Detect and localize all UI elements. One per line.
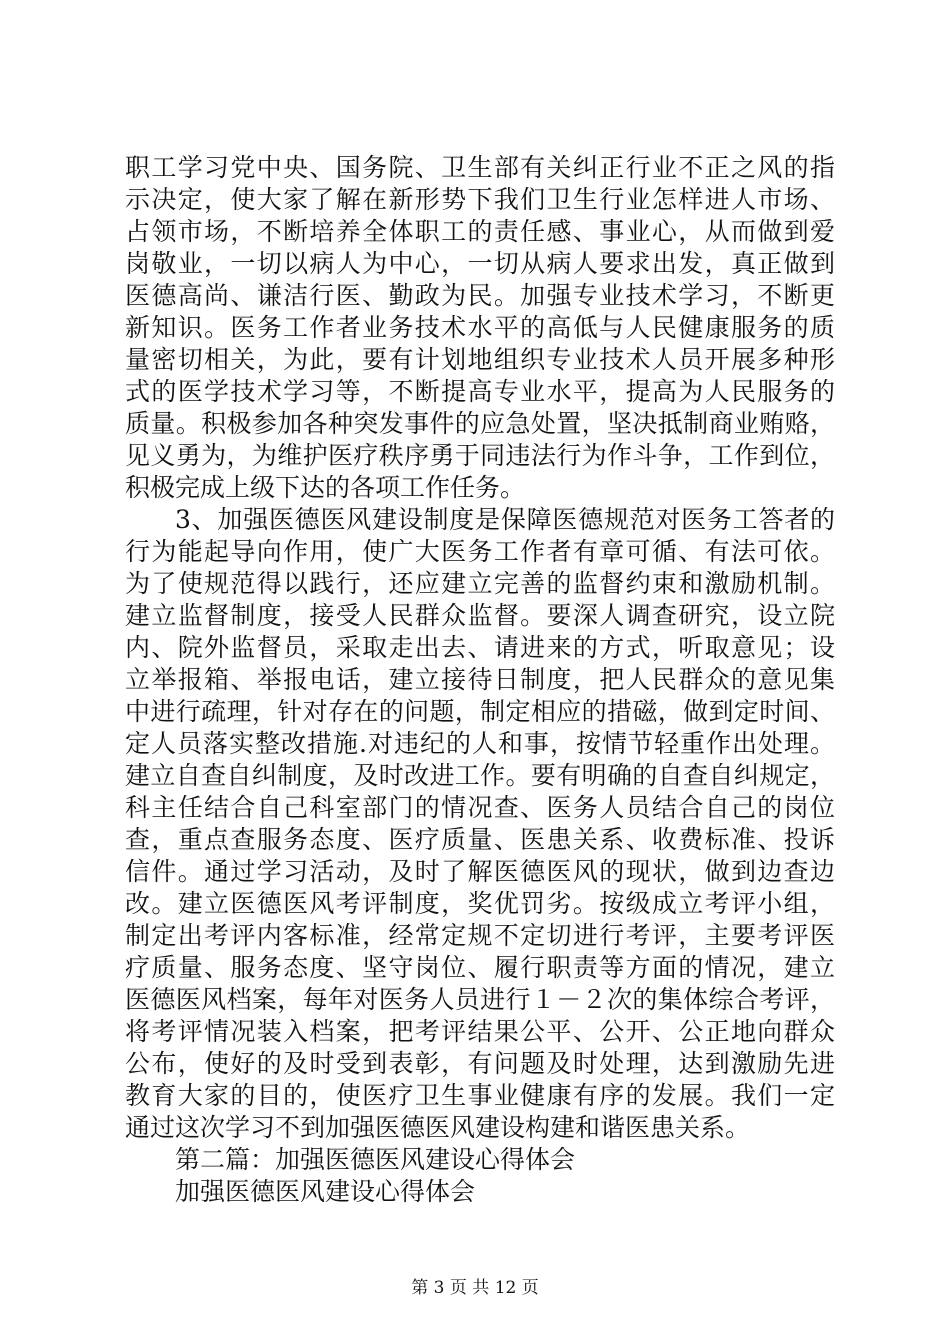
paragraph-1	[125, 152, 835, 504]
text-line: 将考评情况装入档案，把考评结果公平、公开、公正地向群众	[125, 1017, 835, 1046]
text-line: 科主任结合自己科室部门的情况查、医务人员结合自己的岗位	[125, 793, 835, 822]
text-line: 教育大家的目的，使医疗卫生事业健康有序的发展。我们一定	[125, 1081, 835, 1110]
text-line: 岗敬业，一切以病人为中心，一切从病人要求出发，真正做到	[125, 249, 835, 278]
text-line: 公布，使好的及时受到表彰，有问题及时处理，达到激励先进	[125, 1049, 835, 1078]
text-line: 量密切相关，为此，要有计划地组织专业技术人员开展多种形	[125, 345, 835, 374]
text-line: 改。建立医德医风考评制度，奖优罚劣。按级成立考评小组，	[125, 889, 835, 918]
text-line: 见义勇为，为维护医疗秩序勇于同违法行为作斗争，工作到位，	[125, 441, 835, 470]
text-line: 为了使规范得以践行，还应建立完善的监督约束和激励机制。	[125, 569, 835, 598]
text-line: 职工学习党中央、国务院、卫生部有关纠正行业不正之风的指	[125, 153, 835, 182]
text-line: 积极完成上级下达的各项工作任务。	[125, 473, 526, 502]
page-number-footer: 第 3 页 共 12 页	[411, 1278, 539, 1298]
text-line: 建立自查自纠制度，及时改进工作。要有明确的自查自纠规定，	[125, 761, 835, 790]
text-line: 质量。积极参加各种突发事件的应急处置，坚决抵制商业贿赂，	[125, 409, 835, 438]
text-line: 行为能起导向作用，使广大医务工作者有章可循、有法可依。	[125, 537, 835, 566]
text-line: 新知识。医务工作者业务技术水平的高低与人民健康服务的质	[125, 313, 835, 342]
article-title: 加强医德医风建设心得体会	[175, 1177, 476, 1206]
text-line: 通过这次学习不到加强医德医风建设构建和谐医患关系。	[125, 1113, 751, 1142]
text-line: 立举报箱、举报电话，建立接待日制度，把人民群众的意见集	[125, 665, 835, 694]
document-body	[125, 152, 835, 1208]
text-line: 查，重点查服务态度、医疗质量、医患关系、收费标准、投诉	[125, 825, 835, 854]
text-line: 医德高尚、谦洁行医、勤政为民。加强专业技术学习，不断更	[125, 281, 835, 310]
text-line: 疗质量、服务态度、坚守岗位、履行职责等方面的情况，建立	[125, 953, 835, 982]
text-line: 示决定，使大家了解在新形势下我们卫生行业怎样进人市场、	[125, 185, 835, 214]
text-line: 定人员落实整改措施.对违纪的人和事，按情节轻重作出处理。	[125, 729, 835, 758]
text-line: 制定出考评内客标准，经常定规不定切进行考评，主要考评医	[125, 921, 835, 950]
section-heading: 第二篇：加强医德医风建设心得体会	[175, 1145, 576, 1174]
text-line: 医德医风档案，每年对医务人员进行１－２次的集体综合考评，	[125, 985, 835, 1014]
paragraph-2	[125, 504, 835, 1144]
text-line: 内、院外监督员，采取走出去、请进来的方式，听取意见；设	[125, 633, 835, 662]
text-line: 信件。通过学习活动，及时了解医德医风的现状，做到边查边	[125, 857, 835, 886]
text-line: 占领市场，不断培养全体职工的责任感、事业心，从而做到爱	[125, 217, 835, 246]
text-line: 中进行疏理，针对存在的问题，制定相应的措磁，做到定时间、	[125, 697, 835, 726]
text-line: 建立监督制度，接受人民群众监督。要深人调查研究，设立院	[125, 601, 835, 630]
text-line: 3、加强医德医风建设制度是保障医德规范对医务工答者的	[175, 505, 835, 534]
text-line: 式的医学技术学习等，不断提高专业水平，提高为人民服务的	[125, 377, 835, 406]
